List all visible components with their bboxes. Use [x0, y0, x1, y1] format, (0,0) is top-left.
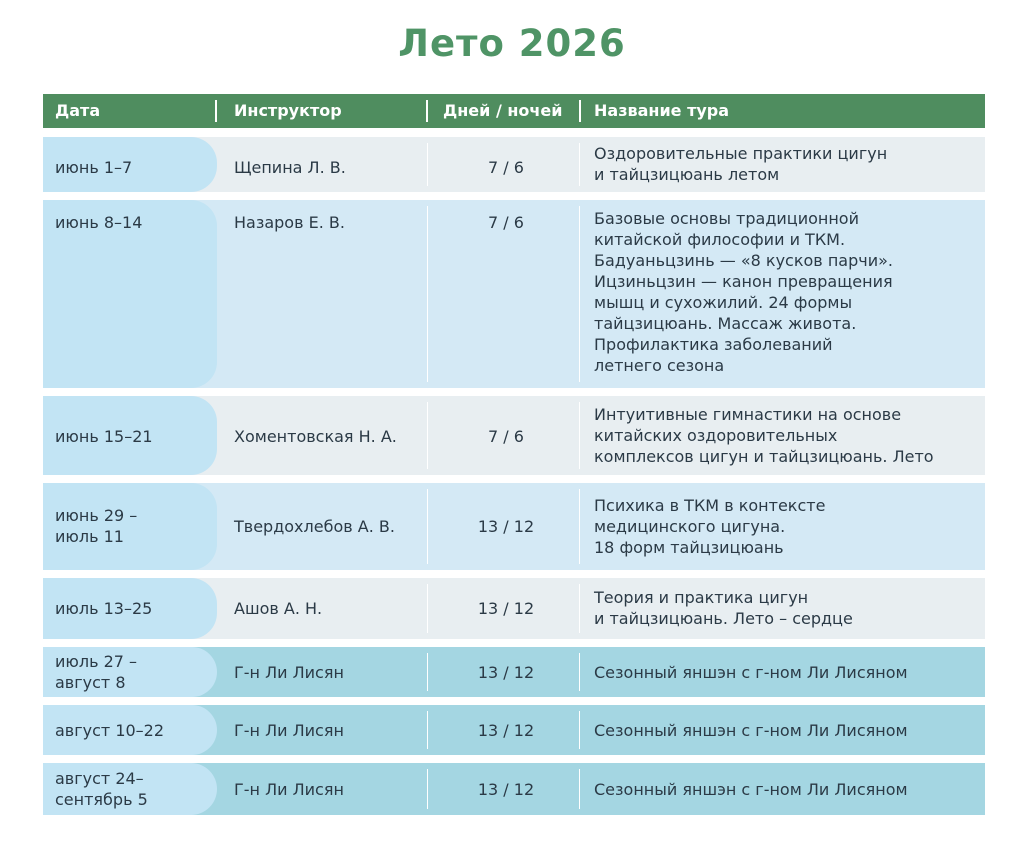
row-instructor: Хоментовская Н. А.: [234, 427, 397, 446]
table-row: [43, 483, 985, 570]
row-tour-name: Сезонный яншэн с г-ном Ли Лисяном: [594, 780, 908, 799]
row-instructor: Ашов А. Н.: [234, 599, 323, 618]
row-tour-name: Сезонный яншэн с г-ном Ли Лисяном: [594, 721, 908, 740]
table-row: [43, 396, 985, 475]
row-date: июль 13–25: [55, 599, 153, 618]
row-days-nights: 13 / 12: [477, 721, 535, 740]
header-divider: [215, 100, 217, 122]
row-instructor: Г-н Ли Лисян: [234, 663, 344, 682]
row-days-nights: 13 / 12: [477, 780, 535, 799]
row-tour-name: Психика в ТКМ в контексте медицинского цигуна. 18 форм тайцзицюань: [594, 496, 826, 557]
row-date: июнь 29 – июль 11: [55, 506, 138, 546]
row-instructor: Твердохлебов А. В.: [234, 517, 395, 536]
row-days-nights: 13 / 12: [477, 599, 535, 618]
row-days-nights: 13 / 12: [477, 517, 535, 536]
row-tour-name: Интуитивные гимнастики на основе китайских оздоровительных комплексов цигун и тайцзицюань. Лето: [594, 405, 934, 466]
row-date: июнь 8–14: [55, 213, 143, 232]
table-body: [43, 137, 985, 815]
page-title: Лето 2026: [398, 22, 626, 65]
table-row: [43, 578, 985, 639]
row-instructor: Г-н Ли Лисян: [234, 721, 344, 740]
header-instructor: Инструктор: [234, 101, 342, 120]
header-days-nights: Дней / ночей: [443, 101, 563, 120]
table-header: [43, 94, 985, 128]
row-days-nights: 7 / 6: [488, 158, 524, 177]
row-date: август 24– сентябрь 5: [55, 769, 148, 809]
table-row: [43, 137, 985, 192]
row-tour-name: Сезонный яншэн с г-ном Ли Лисяном: [594, 663, 908, 682]
schedule-table: [43, 94, 985, 823]
header-divider: [426, 100, 428, 122]
row-tour-name: Базовые основы традиционной китайской философии и ТКМ. Бадуаньцзинь — «8 кусков парчи». Ицзиньцзин — канон превращения мышц и сухожилий. 24 формы тайцзицюань. Массаж живота. Профилактика заболеваний летнего сезона: [594, 209, 893, 375]
row-date: июнь 1–7: [55, 158, 133, 177]
table-row: [43, 647, 985, 697]
table-row: [43, 200, 985, 388]
table-row: [43, 763, 985, 815]
header-tour-name: Название тура: [594, 101, 730, 120]
row-days-nights: 7 / 6: [488, 213, 524, 232]
row-instructor: Щепина Л. В.: [234, 158, 346, 177]
row-tour-name: Оздоровительные практики цигун и тайцзицюань летом: [594, 144, 888, 184]
row-date: июль 27 – август 8: [55, 652, 138, 692]
row-tour-name: Теория и практика цигун и тайцзицюань. Лето – сердце: [594, 588, 853, 628]
table-row: [43, 705, 985, 755]
row-instructor: Назаров Е. В.: [234, 213, 345, 232]
row-days-nights: 7 / 6: [488, 427, 524, 446]
row-date: июнь 15–21: [55, 427, 153, 446]
header-divider: [579, 100, 581, 122]
row-date: август 10–22: [55, 721, 165, 740]
header-date: Дата: [55, 101, 101, 120]
row-instructor: Г-н Ли Лисян: [234, 780, 344, 799]
row-days-nights: 13 / 12: [477, 663, 535, 682]
